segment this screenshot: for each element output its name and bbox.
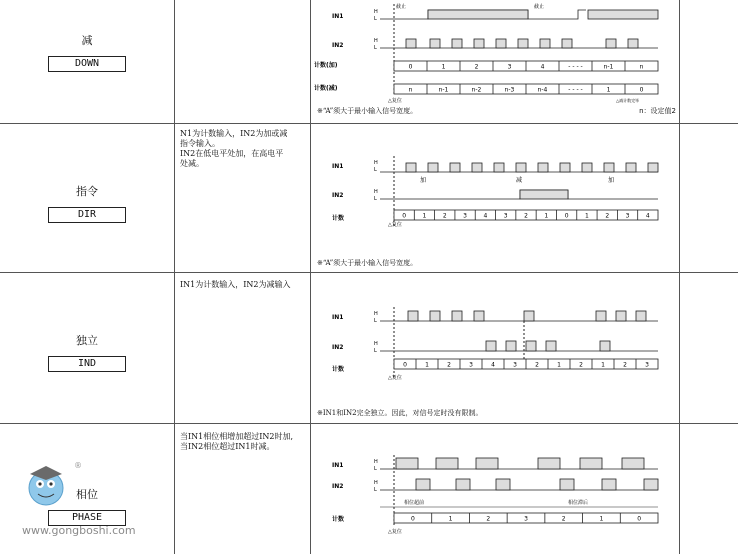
svg-text:H: H (374, 9, 378, 15)
count-value: n (408, 86, 413, 94)
note-text: ※IN1和IN2完全独立。因此，对信号定时没有限制。 (317, 409, 483, 417)
pulse (582, 163, 592, 172)
count-value: 2 (486, 515, 491, 523)
pulse (428, 163, 438, 172)
count-value: n (639, 63, 644, 71)
svg-text:H: H (374, 38, 378, 44)
mascot-icon (16, 462, 76, 522)
count-value: 1 (544, 212, 549, 220)
mode-cell-down (0, 32, 174, 72)
count-value: 3 (463, 212, 467, 220)
ind-timing-diagram (310, 275, 679, 405)
count-value: 0 (410, 515, 415, 523)
pulse (496, 479, 510, 490)
count-value: 3 (524, 515, 528, 523)
pulse (540, 39, 550, 48)
count-up-label: 计数(加) (314, 62, 338, 69)
count-value: 1 (606, 86, 611, 94)
pulse (636, 311, 646, 321)
count-value: 0 (637, 515, 642, 523)
pulse (430, 39, 440, 48)
svg-text:L: L (374, 45, 377, 51)
pulse (546, 341, 556, 351)
pulse (486, 341, 496, 351)
pulse (616, 311, 626, 321)
pulse (538, 163, 548, 172)
pulse (562, 39, 572, 48)
pulse (472, 163, 482, 172)
mode-name-cn: 指令 (76, 185, 98, 198)
svg-text:计数: 计数 (332, 366, 345, 373)
mode-code-box: DOWN (48, 56, 126, 72)
count-value: 4 (645, 212, 650, 220)
pulse (450, 163, 460, 172)
pulse (406, 39, 416, 48)
count-value: 2 (447, 361, 451, 369)
mode-code-box: PHASE (48, 510, 126, 526)
svg-text:H: H (374, 160, 378, 166)
pulse (622, 458, 644, 469)
svg-text:H: H (374, 189, 378, 195)
mode-cell-dir (0, 183, 174, 223)
note-setting: n：设定值2 (639, 107, 676, 115)
pulse (452, 39, 462, 48)
svg-text:计数: 计数 (332, 516, 345, 523)
count-value: 3 (507, 63, 512, 71)
pulse (476, 458, 498, 469)
count-value: 0 (402, 212, 407, 220)
count-value: 1 (585, 212, 589, 220)
svg-text:L: L (374, 466, 377, 472)
count-value: 1 (441, 63, 446, 71)
pulse (648, 163, 658, 172)
pulse (596, 311, 606, 321)
svg-text:相位超前: 相位超前 (404, 500, 425, 506)
svg-text:L: L (374, 487, 377, 493)
svg-text:IN2: IN2 (332, 344, 344, 351)
in2-label: IN2 (332, 42, 344, 49)
count-value: n-3 (504, 86, 515, 94)
phase-timing-diagram (310, 425, 679, 552)
count-value: 0 (639, 86, 644, 94)
note-text: ※“A”须大于最小输入信号宽度。 (317, 259, 418, 267)
pulse (436, 458, 458, 469)
pulse (406, 163, 416, 172)
count-value: 2 (561, 515, 566, 523)
svg-text:相位滞后: 相位滞后 (568, 500, 589, 506)
svg-text:加: 加 (608, 177, 615, 184)
count-value: 1 (422, 212, 427, 220)
description-dir: N1为计数输入，IN2为加或减 指令输入。 IN2在低电平处加，在高电平 处减。 (180, 129, 288, 168)
count-done-label: △减计数完毕 (616, 98, 640, 103)
svg-text:IN1: IN1 (332, 462, 344, 469)
count-down-label: 计数(减) (314, 85, 338, 92)
count-value: 0 (403, 361, 407, 369)
count-value: 2 (474, 63, 479, 71)
count-value: 4 (491, 361, 495, 369)
count-value: 3 (513, 361, 517, 369)
pulse (474, 311, 484, 321)
svg-text:加: 加 (420, 177, 427, 184)
svg-text:H: H (374, 341, 378, 347)
pulse (644, 479, 658, 490)
count-value: - - - - (568, 86, 583, 94)
count-value: 1 (599, 515, 604, 523)
pulse (580, 458, 602, 469)
count-value: 2 (605, 212, 610, 220)
count-value: 3 (625, 212, 630, 220)
registered-mark: ® (74, 461, 82, 470)
pulse (408, 311, 418, 321)
pulse (560, 479, 574, 490)
pulse (396, 458, 418, 469)
count-value: 3 (645, 361, 649, 369)
pulse (628, 39, 638, 48)
count-value: n-1 (438, 86, 449, 94)
pulse (602, 479, 616, 490)
mode-code-box: DIR (48, 207, 126, 223)
count-value: 2 (579, 361, 583, 369)
svg-text:L: L (374, 16, 377, 22)
svg-text:IN1: IN1 (332, 314, 344, 321)
mode-code-box: IND (48, 356, 126, 372)
pulse (538, 458, 560, 469)
svg-text:IN2: IN2 (332, 483, 344, 490)
pulse (606, 39, 616, 48)
description-phase: 当IN1相位相增加超过IN2时加, 当IN2相位超过IN1时减。 (180, 432, 294, 451)
pulse (430, 311, 440, 321)
count-value: 2 (442, 212, 447, 220)
pulse (560, 163, 570, 172)
count-value: 4 (483, 212, 488, 220)
svg-text:H: H (374, 480, 378, 486)
count-value: 1 (557, 361, 561, 369)
svg-text:△复位: △复位 (388, 375, 402, 381)
count-value: 2 (524, 212, 528, 220)
watermark-url: www.gongboshi.com (22, 524, 136, 537)
stop-label: 截止 (396, 4, 407, 10)
in1-label: IN1 (332, 13, 344, 20)
svg-text:IN1: IN1 (332, 163, 344, 170)
pulse (506, 341, 516, 351)
count-value: 1 (425, 361, 429, 369)
mode-name-cn: 减 (81, 34, 93, 47)
pulse (600, 341, 610, 351)
count-value: 2 (535, 361, 539, 369)
pulse (494, 163, 504, 172)
pulse (626, 163, 636, 172)
pulse (518, 39, 528, 48)
pulse (526, 341, 536, 351)
pulse (496, 39, 506, 48)
count-value: 3 (469, 361, 473, 369)
svg-text:△复位: △复位 (388, 529, 402, 535)
pulse (456, 479, 470, 490)
count-value: 0 (408, 63, 413, 71)
svg-text:△复位: △复位 (388, 222, 402, 228)
description-ind: IN1为计数输入，IN2为减输入 (180, 280, 291, 289)
note-text: ※“A”须大于最小输入信号宽度。 (317, 107, 418, 115)
dir-timing-diagram (310, 126, 679, 256)
mode-cell-ind (0, 332, 174, 372)
pulse (416, 479, 430, 490)
count-value: 1 (448, 515, 453, 523)
count-value: 1 (601, 361, 605, 369)
stop-label: 截止 (534, 4, 545, 10)
pulse (516, 163, 526, 172)
pulse (474, 39, 484, 48)
count-value: 2 (623, 361, 627, 369)
count-value: 0 (564, 212, 569, 220)
svg-text:计数: 计数 (332, 215, 345, 222)
pulse (604, 163, 614, 172)
svg-text:减: 减 (516, 177, 523, 184)
svg-text:IN2: IN2 (332, 192, 344, 199)
pulse (452, 311, 462, 321)
count-value: 3 (503, 212, 508, 220)
svg-text:H: H (374, 459, 378, 465)
count-value: 4 (540, 63, 545, 71)
svg-text:L: L (374, 196, 377, 202)
pulse (524, 311, 534, 321)
count-value: n-2 (471, 86, 482, 94)
watermark-logo (8, 460, 158, 550)
mode-name-cn: 相位 (76, 488, 98, 501)
count-value: n-4 (537, 86, 548, 94)
svg-text:L: L (374, 318, 377, 324)
count-value: n-1 (603, 63, 614, 71)
svg-text:H: H (374, 311, 378, 317)
mode-name-cn: 独立 (76, 334, 98, 347)
svg-text:L: L (374, 167, 377, 173)
count-value: - - - - (568, 63, 583, 71)
down-timing-diagram (310, 0, 679, 122)
svg-text:L: L (374, 348, 377, 354)
reset-label: △复位 (388, 98, 402, 104)
